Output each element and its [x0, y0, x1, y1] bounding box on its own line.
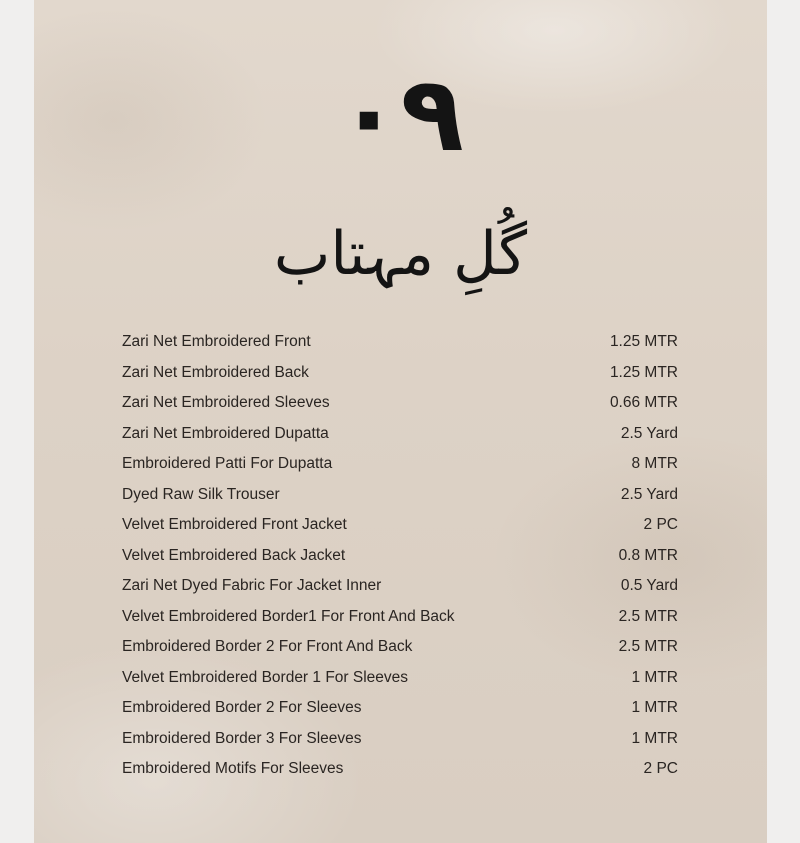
item-label: Velvet Embroidered Border1 For Front And Back	[122, 607, 455, 625]
item-quantity: 2 PC	[643, 516, 678, 533]
design-title-urdu: گُلِ مہتاب	[273, 219, 528, 289]
item-label: Embroidered Border 3 For Sleeves	[122, 729, 362, 747]
item-label: Velvet Embroidered Back Jacket	[122, 546, 346, 564]
list-item	[122, 516, 678, 547]
item-quantity: 2.5 MTR	[618, 638, 678, 655]
list-item	[122, 333, 678, 364]
item-label: Velvet Embroidered Border 1 For Sleeves	[122, 668, 409, 686]
list-item	[122, 364, 678, 395]
list-item	[122, 547, 678, 578]
item-quantity: 2.5 Yard	[620, 485, 678, 503]
list-item	[122, 730, 678, 761]
list-item	[122, 455, 678, 486]
item-quantity: 1.25 MTR	[609, 363, 678, 381]
list-item	[122, 394, 678, 425]
paper-background	[34, 0, 767, 843]
list-item	[122, 638, 678, 669]
item-quantity: 2 PC	[643, 760, 678, 777]
item-label: Zari Net Dyed Fabric For Jacket Inner	[122, 577, 382, 594]
item-quantity: 1 MTR	[631, 699, 678, 716]
list-item	[122, 669, 678, 700]
item-label: Velvet Embroidered Front Jacket	[122, 516, 347, 533]
item-label: Embroidered Border 2 For Sleeves	[122, 699, 362, 716]
item-label: Zari Net Embroidered Dupatta	[122, 424, 329, 442]
item-label: Zari Net Embroidered Back	[122, 363, 309, 381]
item-quantity: 1 MTR	[631, 668, 678, 686]
item-quantity: 8 MTR	[631, 455, 678, 472]
item-label: Embroidered Motifs For Sleeves	[122, 760, 344, 777]
list-item	[122, 577, 678, 608]
item-quantity: 0.5 Yard	[620, 577, 678, 594]
design-number: ۰۹	[337, 53, 464, 175]
item-quantity: 1 MTR	[631, 729, 678, 747]
item-label: Dyed Raw Silk Trouser	[122, 485, 280, 503]
list-item	[122, 486, 678, 517]
list-item	[122, 699, 678, 730]
list-item	[122, 608, 678, 639]
item-quantity: 2.5 MTR	[618, 607, 678, 625]
item-quantity: 2.5 Yard	[620, 424, 678, 442]
item-list	[122, 333, 678, 791]
item-label: Zari Net Embroidered Front	[122, 333, 311, 350]
list-item	[122, 760, 678, 791]
item-quantity: 1.25 MTR	[609, 333, 678, 350]
list-item	[122, 425, 678, 456]
item-quantity: 0.66 MTR	[609, 394, 678, 411]
item-label: Embroidered Border 2 For Front And Back	[122, 638, 413, 655]
item-label: Embroidered Patti For Dupatta	[122, 455, 333, 472]
item-quantity: 0.8 MTR	[618, 546, 678, 564]
item-label: Zari Net Embroidered Sleeves	[122, 394, 330, 411]
